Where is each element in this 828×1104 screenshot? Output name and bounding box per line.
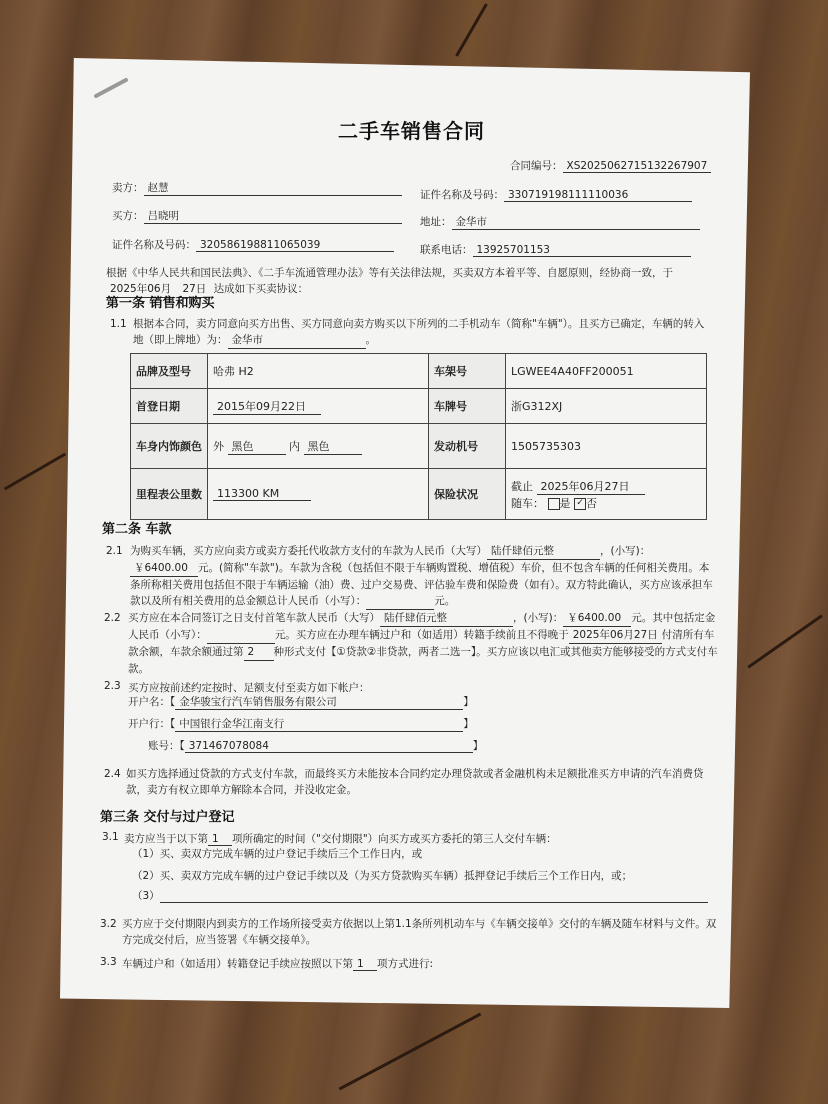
contract-title: 二手车销售合同 <box>338 119 485 143</box>
clause-3-2: 买方应于交付期限内到卖方的工作场所接受卖方依据以上第1.1条所列机动车与《车辆交接单》交付的车辆及随车材料与文件。双方完成交付后，应当签署《车辆交接单》。 <box>122 918 717 946</box>
buyer-id-row: 证件名称及号码： 320586198811065039 <box>112 237 394 252</box>
table-row <box>131 354 707 389</box>
account-name: 金华骏宝行汽车销售服务有限公司 <box>175 694 463 710</box>
clause-2-2-no: 2.2 <box>104 612 121 624</box>
clause-1-1-no: 1.1 <box>110 318 127 330</box>
engine-label: 发动机号 <box>429 424 506 469</box>
table-row <box>131 469 707 520</box>
vehicle-table <box>130 353 707 520</box>
table-row <box>131 389 707 424</box>
clause-2-4-no: 2.4 <box>104 768 121 780</box>
plate-label: 车牌号 <box>429 389 506 424</box>
clause-3-1-option-1: （1）买、卖双方完成车辆的过户登记手续后三个工作日内，或 <box>132 848 423 860</box>
account-number-row: 账号：【 371467078084 】 <box>148 740 484 752</box>
reg-label: 首登日期 <box>131 389 208 424</box>
clause-3-3: 车辆过户和（如适用）转籍登记手续应按照以下第 1 项方式进行: <box>122 958 434 970</box>
account-name-row: 开户名：【 金华骏宝行汽车销售服务有限公司 】 <box>128 696 474 708</box>
account-number: 371467078084 <box>185 740 473 753</box>
brand-label: 品牌及型号 <box>131 354 208 389</box>
section-1-title: 第一条 销售和购买 <box>106 296 215 311</box>
color-in: 黑色 <box>304 438 362 455</box>
intro-paragraph: 根据《中华人民共和国民法典》、《二手车流通管理办法》等有关法律法规，买卖双方本着平等、自愿原则，经协商一致，于 2025年06月 27日 达成如下买卖协议： <box>106 265 711 298</box>
phone-row: 联系电话： 13925701153 <box>420 242 691 257</box>
clause-3-2-no: 3.2 <box>100 918 117 930</box>
mileage-cell <box>208 469 429 520</box>
buyer-row: 买方： 吕晓明 <box>112 208 402 224</box>
reg-cell <box>208 389 429 424</box>
plate-value: 浙G312XJ <box>506 389 707 424</box>
clause-1-1: 根据本合同，卖方同意向买方出售、买方同意向卖方购买以下所列的二手机动车（简称"车辆"）。且买方已确定，车辆的转入地（即上牌地）为： 金华市 。 <box>133 316 713 349</box>
insurance-until: 2025年06月27日 <box>537 478 645 495</box>
section-3-title: 第三条 交付与过户登记 <box>100 810 235 825</box>
insurance-cell: 截止 2025年06月27日 随车： 是 ✓ 否 <box>506 469 707 520</box>
vin-label: 车架号 <box>429 354 506 389</box>
color-label: 车身内饰颜色 <box>131 424 208 469</box>
clause-3-1-no: 3.1 <box>102 831 119 843</box>
reg-value: 2015年09月22日 <box>213 398 321 415</box>
seller-row: 卖方： 赵慧 <box>112 180 402 196</box>
account-bank: 中国银行金华江南支行 <box>175 716 463 732</box>
seller-id-row: 证件名称及号码： 330719198111110036 <box>420 187 692 202</box>
insurance-label: 保险状况 <box>429 469 506 520</box>
clause-3-1-option-2: （2）买、卖双方完成车辆的过户登记手续以及（为买方贷款购买车辆）抵押登记手续后三个工作日内，或； <box>132 870 633 882</box>
clause-2-2: 买方应在本合同签订之日支付首笔车款人民币（大写） 陆仟肆佰元整 ，(小写)： ￥6400.00 元。其中包括定金人民币（小写）： 元。买方应在办理车辆过户和（如适用）转籍手续前且不得晚于 2025年06月27日 付清所有车款余额，车款余额通过第 2 种形式支付【①贷款②非贷款，两者二选一】。买方应该以电汇或其他卖方能够接受的方式支付车款。 <box>128 612 718 675</box>
address-row: 地址： 金华市 <box>420 214 700 230</box>
clause-3-3-no: 3.3 <box>100 956 117 968</box>
no-checkbox[interactable]: ✓ <box>574 498 586 510</box>
clause-3-1: 卖方应当于以下第 1 项所确定的时间（"交付期限"）向买方或买方委托的第三人交付车辆： <box>124 833 557 845</box>
clause-2-3: 买方应按前述约定按时、足额支付至卖方如下帐户： <box>128 682 370 694</box>
yes-checkbox[interactable] <box>548 498 560 510</box>
mileage-value: 113300 KM <box>213 487 311 501</box>
clause-2-3-no: 2.3 <box>104 680 121 692</box>
color-out: 黑色 <box>228 438 286 455</box>
clause-3-1-option-3: （3） <box>132 888 708 903</box>
table-row <box>131 424 707 469</box>
clause-2-1: 为购买车辆，买方应向卖方或卖方委托代收款方支付的车款为人民币（大写） 陆仟肆佰元整 ，(小写)：￥6400.00 元。(简称"车款")。车款为含税（包括但不限于车辆购置税、增值税）车价，但不包含车辆的任何相关费用。本条所称相关费用包括但不限于车辆运输（油）费、过户交易费、评估验车费和保险费（如有）。双方特此确认，买方应该承担车款以及所有相关费用的总金额总计人民币（小写）： 元。 <box>130 543 718 610</box>
brand-value: 哈弗 H2 <box>208 354 429 389</box>
vin-value: LGWEE4A40FF200051 <box>506 354 707 389</box>
section-2-title: 第二条 车款 <box>102 522 172 537</box>
color-cell: 外 黑色 内 黑色 <box>208 424 429 469</box>
clause-2-4: 如买方选择通过贷款的方式支付车款，而最终买方未能按本合同约定办理贷款或者金融机构未足额批准买方申请的汽车消费贷款，卖方有权立即单方解除本合同，并没收定金。 <box>126 768 704 796</box>
contract-number: 合同编号： XS2025062715132267907 <box>510 158 711 173</box>
mileage-label: 里程表公里数 <box>131 469 208 520</box>
engine-value: 1505735303 <box>506 424 707 469</box>
clause-2-1-no: 2.1 <box>106 545 123 557</box>
account-bank-row: 开户行：【 中国银行金华江南支行 】 <box>128 718 474 730</box>
